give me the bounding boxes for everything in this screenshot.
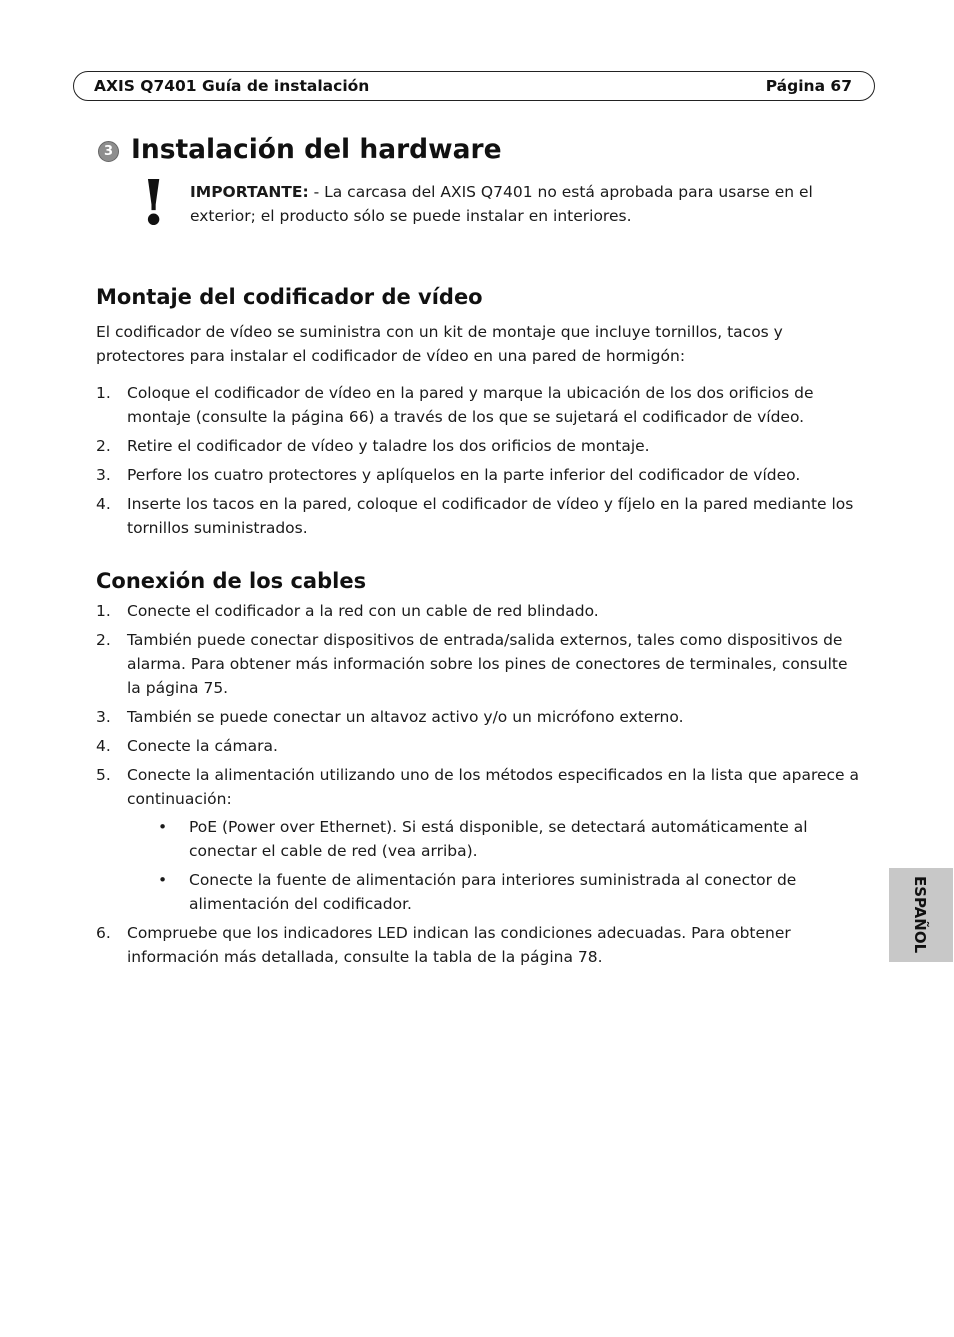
list-item bbox=[96, 381, 866, 429]
step-number: 4. bbox=[96, 737, 111, 755]
list-item bbox=[96, 734, 866, 758]
language-tab bbox=[889, 868, 953, 962]
section-title: Instalación del hardware bbox=[131, 134, 502, 165]
step-text: También puede conectar dispositivos de entrada/salida externos, tales como dispositivos de alarma. Para obtener más información sobre los pines de conectores de terminales, consulte la página 75. bbox=[127, 631, 848, 697]
step-text: Inserte los tacos en la pared, coloque el codificador de vídeo y fíjelo en la pared mediante los tornillos suministrados. bbox=[127, 495, 854, 537]
bullet-icon: • bbox=[158, 871, 168, 889]
step-text: Retire el codificador de vídeo y taladre los dos orificios de montaje. bbox=[127, 437, 650, 455]
step-number: 2. bbox=[96, 631, 111, 649]
cables-steps bbox=[96, 599, 866, 974]
page-header bbox=[73, 71, 875, 101]
step-text: Conecte la alimentación utilizando uno de los métodos especificados en la lista que aparece a continuación: bbox=[127, 766, 860, 808]
notice-text: - La carcasa del AXIS Q7401 no está aprobada para usarse en el exterior; el producto sólo se puede instalar en interiores. bbox=[190, 183, 813, 225]
step-number: 6. bbox=[96, 924, 111, 942]
step-number: 3. bbox=[96, 708, 111, 726]
list-item bbox=[96, 463, 866, 487]
step-number: 4. bbox=[96, 495, 111, 513]
list-item bbox=[96, 628, 866, 700]
list-item bbox=[96, 434, 866, 458]
list-item bbox=[96, 599, 866, 623]
step-text: Conecte la cámara. bbox=[127, 737, 278, 755]
power-options-list bbox=[127, 815, 866, 916]
section-heading bbox=[98, 134, 502, 165]
step-number: 1. bbox=[96, 384, 111, 402]
language-tab-label: ESPAÑOL bbox=[911, 876, 929, 954]
step-text: Perfore los cuatro protectores y aplíquelos en la parte inferior del codificador de vídeo. bbox=[127, 466, 801, 484]
list-item bbox=[96, 921, 866, 969]
warning-icon: ! bbox=[140, 166, 168, 239]
list-item bbox=[96, 763, 866, 916]
page-number: Página 67 bbox=[765, 77, 852, 95]
step-number: 1. bbox=[96, 602, 111, 620]
step-text: Conecte el codificador a la red con un cable de red blindado. bbox=[127, 602, 599, 620]
step-number: 5. bbox=[96, 766, 111, 784]
option-text: PoE (Power over Ethernet). Si está disponible, se detectará automáticamente al conectar el cable de red (vea arriba). bbox=[189, 818, 808, 860]
cables-heading: Conexión de los cables bbox=[96, 569, 367, 593]
mounting-heading: Montaje del codificador de vídeo bbox=[96, 285, 483, 309]
step-text: Coloque el codificador de vídeo en la pared y marque la ubicación de los dos orificios de montaje (consulte la página 66) a través de los que se sujetará el codificador de vídeo. bbox=[127, 384, 814, 426]
notice-label: IMPORTANTE: bbox=[190, 183, 309, 201]
step-number-badge: 3 bbox=[98, 141, 119, 162]
bullet-icon: • bbox=[158, 818, 168, 836]
step-text: Compruebe que los indicadores LED indican las condiciones adecuadas. Para obtener información más detallada, consulte la tabla de la página 78. bbox=[127, 924, 791, 966]
list-item bbox=[96, 705, 866, 729]
document-title: AXIS Q7401 Guía de instalación bbox=[94, 77, 370, 95]
list-item bbox=[96, 492, 866, 540]
option-text: Conecte la fuente de alimentación para interiores suministrada al conector de alimentación del codificador. bbox=[189, 871, 797, 913]
step-number: 2. bbox=[96, 437, 111, 455]
list-item bbox=[127, 868, 866, 916]
mounting-steps bbox=[96, 381, 866, 545]
list-item bbox=[127, 815, 866, 863]
mounting-intro: El codificador de vídeo se suministra con un kit de montaje que incluye tornillos, tacos y protectores para instalar el codificador de vídeo en una pared de hormigón: bbox=[96, 323, 783, 365]
step-number: 3. bbox=[96, 466, 111, 484]
important-notice bbox=[190, 180, 850, 228]
step-text: También se puede conectar un altavoz activo y/o un micrófono externo. bbox=[127, 708, 684, 726]
